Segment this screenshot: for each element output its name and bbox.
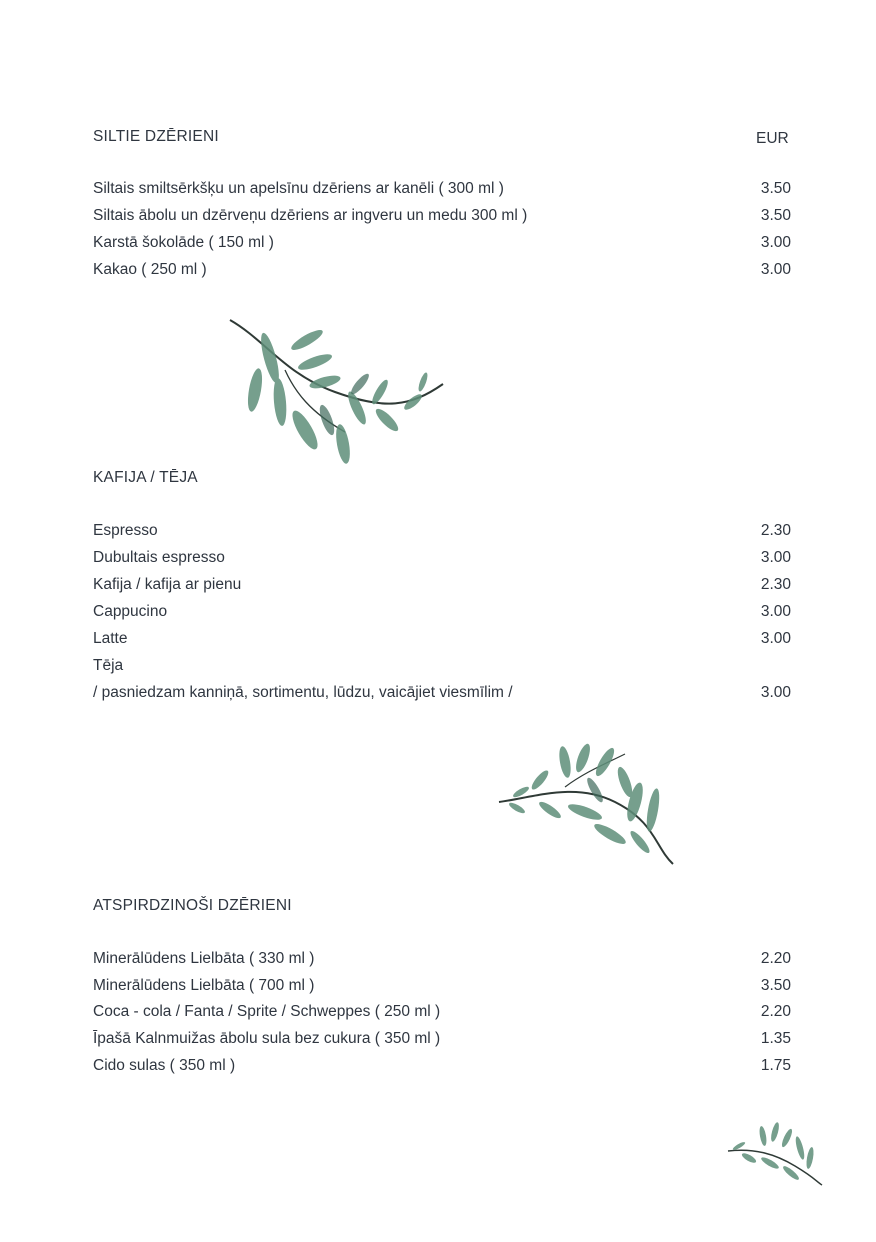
item-name: Minerālūdens Lielbāta ( 700 ml ) (93, 977, 315, 994)
item-name: Latte (93, 630, 128, 647)
item-name: Minerālūdens Lielbāta ( 330 ml ) (93, 950, 315, 967)
item-price: 2.30 (760, 576, 791, 593)
item-name: Siltais ābolu un dzērveņu dzēriens ar ingveru un medu 300 ml ) (93, 207, 528, 224)
menu-item (93, 630, 791, 652)
item-price: 3.00 (760, 684, 791, 701)
menu-item (93, 549, 791, 571)
menu-item (93, 684, 791, 706)
item-name: Espresso (93, 522, 158, 539)
eucalyptus-branch-icon (725, 1118, 825, 1188)
menu-item (93, 603, 791, 625)
eucalyptus-branch-icon (225, 312, 450, 472)
currency-label: EUR (756, 130, 789, 147)
item-name: / pasniedzam kanniņā, sortimentu, lūdzu, vaicājiet viesmīlim / (93, 684, 513, 701)
item-price: 3.00 (760, 261, 791, 278)
item-price: 2.20 (760, 1003, 791, 1020)
item-name: Dubultais espresso (93, 549, 225, 566)
menu-item (93, 657, 791, 679)
menu-item (93, 950, 791, 972)
item-price: 2.30 (760, 522, 791, 539)
item-name: Cappucino (93, 603, 168, 620)
item-price: 3.00 (760, 549, 791, 566)
item-name: Karstā šokolāde ( 150 ml ) (93, 234, 274, 251)
section-title-coffee-tea: KAFIJA / TĒJA (93, 469, 198, 486)
item-name: Cido sulas ( 350 ml ) (93, 1057, 236, 1074)
item-name: Coca - cola / Fanta / Sprite / Schweppes ( 250 ml ) (93, 1003, 441, 1020)
menu-item (93, 207, 791, 229)
menu-item (93, 576, 791, 598)
item-name: Kafija / kafija ar pienu (93, 576, 242, 593)
item-name: Siltais smiltsērkšķu un apelsīnu dzēriens ar kanēli ( 300 ml ) (93, 180, 504, 197)
menu-item (93, 522, 791, 544)
menu-item (93, 977, 791, 999)
item-name: Tēja (93, 657, 124, 674)
menu-item (93, 234, 791, 256)
item-price: 1.35 (760, 1030, 791, 1047)
item-name: Kakao ( 250 ml ) (93, 261, 207, 278)
item-price: 3.00 (760, 603, 791, 620)
menu-item (93, 1003, 791, 1025)
eucalyptus-branch-icon (495, 742, 680, 872)
menu-item (93, 180, 791, 202)
item-price: 3.50 (760, 180, 791, 197)
menu-item (93, 1030, 791, 1052)
menu-item (93, 1057, 791, 1079)
section-title-soft-drinks: ATSPIRDZINOŠI DZĒRIENI (93, 897, 292, 914)
item-price: 2.20 (760, 950, 791, 967)
item-price: 3.50 (760, 977, 791, 994)
item-name: Īpašā Kalnmuižas ābolu sula bez cukura ( 350 ml ) (93, 1030, 441, 1047)
item-price: 3.00 (760, 234, 791, 251)
menu-item (93, 261, 791, 283)
section-title-hot-drinks: SILTIE DZĒRIENI (93, 128, 219, 145)
item-price: 3.00 (760, 630, 791, 647)
item-price: 1.75 (760, 1057, 791, 1074)
item-price: 3.50 (760, 207, 791, 224)
